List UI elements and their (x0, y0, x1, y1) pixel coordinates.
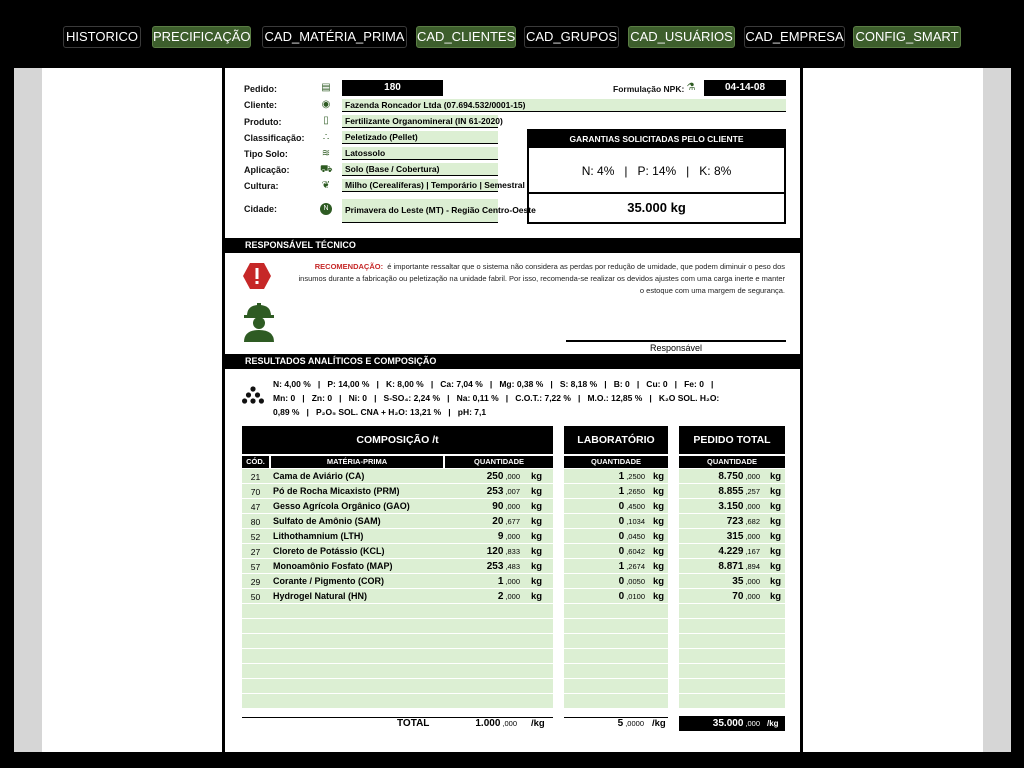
cultura-label: Cultura: (244, 181, 279, 191)
row-quantidade-unit: kg (531, 471, 543, 482)
row-quantidade (445, 546, 520, 557)
row-laboratorio-unit: kg (653, 576, 665, 587)
row-quantidade-unit: kg (531, 576, 543, 587)
row-laboratorio-int: 0 (618, 531, 625, 542)
row-quantidade-dec: ,833 (505, 547, 520, 556)
row-quantidade-dec: ,007 (505, 487, 520, 496)
formulacao-label: Formulação NPK: (613, 84, 685, 94)
row-quantidade-unit: kg (531, 516, 543, 527)
row-laboratorio (565, 531, 645, 542)
nav-cad-empresa[interactable]: CAD_EMPRESA (744, 26, 845, 48)
row-pedido (679, 516, 760, 527)
row-laboratorio-int: 0 (618, 516, 625, 527)
garantias-box (527, 129, 786, 224)
row-quantidade-int: 253 (486, 486, 504, 497)
row-laboratorio (565, 591, 645, 602)
row-materia-prima: Gesso Agrícola Orgânico (GAO) (273, 501, 410, 511)
row-materia-prima: Sulfato de Amônio (SAM) (273, 516, 381, 526)
aplicacao-label: Aplicação: (244, 165, 290, 175)
row-pedido-int: 723 (726, 516, 744, 527)
row-materia-prima: Hydrogel Natural (HN) (273, 591, 368, 601)
row-materia-prima: Lithothamnium (LTH) (273, 531, 364, 541)
row-quantidade (445, 591, 520, 602)
pedido-row (679, 679, 785, 694)
total-laboratorio-dec: ,0000 (625, 719, 644, 728)
signature-line (566, 340, 786, 342)
row-quantidade (445, 471, 520, 482)
row-laboratorio (565, 471, 645, 482)
row-pedido-int: 4.229 (718, 546, 744, 557)
total-composicao-int: 1.000 (475, 718, 501, 729)
row-cod: 50 (250, 592, 261, 602)
row-laboratorio-dec: ,2500 (626, 472, 645, 481)
classificacao-label: Classificação: (244, 133, 305, 143)
row-quantidade-unit: kg (531, 531, 543, 542)
row-laboratorio-int: 1 (618, 471, 625, 482)
row-pedido-dec: ,000 (745, 577, 760, 586)
nav-cad-materia-prima[interactable]: CAD_MATÉRIA_PRIMA (262, 26, 407, 48)
total-composicao-unit: /kg (531, 718, 545, 729)
produto-label: Produto: (244, 117, 282, 127)
row-pedido-unit: kg (770, 561, 782, 572)
technician-icon (241, 302, 277, 342)
row-laboratorio-int: 0 (618, 576, 625, 587)
row-cod: 57 (250, 562, 261, 572)
row-quantidade-int: 90 (492, 501, 504, 512)
row-pedido-unit: kg (770, 516, 782, 527)
row-pedido-unit: kg (770, 576, 782, 587)
col-mp-header: MATÉRIA-PRIMA (271, 456, 443, 468)
row-laboratorio-dec: ,4500 (626, 502, 645, 511)
cliente-label: Cliente: (244, 100, 278, 110)
row-quantidade (445, 576, 520, 587)
row-pedido-int: 315 (726, 531, 744, 542)
row-laboratorio (565, 561, 645, 572)
row-laboratorio (565, 516, 645, 527)
pedido-label: Pedido: (244, 84, 277, 94)
row-laboratorio-dec: ,0450 (626, 532, 645, 541)
row-laboratorio-unit: kg (653, 486, 665, 497)
row-pedido-dec: ,894 (745, 562, 760, 571)
laboratorio-row (564, 619, 668, 634)
row-laboratorio-dec: ,2650 (626, 487, 645, 496)
row-quantidade (445, 501, 520, 512)
file-icon: ▯ (323, 115, 329, 126)
total-label: TOTAL (397, 718, 430, 729)
pedido-value[interactable]: 180 (342, 80, 443, 96)
composicao-row (242, 694, 553, 709)
col-cod-header: CÓD. (242, 456, 269, 468)
row-laboratorio-unit: kg (653, 531, 665, 542)
responsavel-bar: RESPONSÁVEL TÉCNICO (225, 238, 800, 253)
row-quantidade-int: 2 (497, 591, 504, 602)
nav-config-smart[interactable]: CONFIG_SMART (853, 26, 961, 48)
row-laboratorio-int: 0 (618, 501, 625, 512)
row-laboratorio-dec: ,0100 (626, 592, 645, 601)
row-cod: 80 (250, 517, 261, 527)
col-qtd-header: QUANTIDADE (445, 456, 553, 468)
row-materia-prima: Monoamônio Fosfato (MAP) (273, 561, 393, 571)
row-pedido (679, 561, 760, 572)
laboratorio-row (564, 694, 668, 709)
classificacao-field[interactable]: Peletizado (Pellet) (342, 131, 498, 144)
row-laboratorio-dec: ,1034 (626, 517, 645, 526)
row-pedido-unit: kg (770, 591, 782, 602)
laboratorio-row (564, 664, 668, 679)
total-pedido-int: 35.000 (712, 718, 744, 729)
row-quantidade-dec: ,000 (505, 472, 520, 481)
garantias-title: GARANTIAS SOLICITADAS PELO CLIENTE (529, 131, 784, 148)
row-cod: 70 (250, 487, 261, 497)
row-laboratorio-unit: kg (653, 516, 665, 527)
row-pedido-dec: ,000 (745, 472, 760, 481)
row-materia-prima: Corante / Pigmento (COR) (273, 576, 385, 586)
composicao-header: COMPOSIÇÃO /t (242, 426, 553, 454)
nav-precificacao[interactable]: PRECIFICAÇÃO (152, 26, 251, 48)
aplicacao-field[interactable]: Solo (Base / Cobertura) (342, 163, 498, 176)
produto-field[interactable]: Fertilizante Organomineral (IN 61-2020) (342, 115, 498, 128)
leaf-icon: ❦ (321, 180, 331, 191)
signature-label: Responsável (649, 343, 703, 353)
laboratorio-row (564, 604, 668, 619)
tipo-solo-field[interactable]: Latossolo (342, 147, 498, 160)
pedido-row (679, 604, 785, 619)
row-quantidade-dec: ,000 (505, 502, 520, 511)
total-pedido-unit: /kg (767, 719, 779, 728)
nav-cad-grupos[interactable]: CAD_GRUPOS (524, 26, 619, 48)
row-quantidade-int: 250 (486, 471, 504, 482)
right-margin (803, 68, 983, 752)
pedido-total-header: PEDIDO TOTAL (679, 426, 785, 454)
row-pedido-unit: kg (770, 471, 782, 482)
row-pedido-dec: ,167 (745, 547, 760, 556)
row-pedido-unit: kg (770, 501, 782, 512)
row-materia-prima: Pó de Rocha Micaxisto (PRM) (273, 486, 400, 496)
laboratorio-header: LABORATÓRIO (564, 426, 668, 454)
total-pedido (680, 718, 760, 729)
row-pedido (679, 546, 760, 557)
composicao-row (242, 664, 553, 679)
row-quantidade-unit: kg (531, 546, 543, 557)
total-composicao-dec: ,000 (502, 719, 517, 728)
row-pedido-dec: ,000 (745, 592, 760, 601)
order-sheet (222, 68, 803, 752)
row-laboratorio-int: 0 (618, 546, 625, 557)
results-line-1: N: 4,00 % | P: 14,00 % | K: 8,00 % | Ca: 7,04 % | Mg: 0,38 % | S: 8,18 % | B: 0 | Cu: 0 | Fe: 0 | (273, 379, 714, 389)
row-laboratorio-dec: ,2674 (626, 562, 645, 571)
pedido-row (679, 619, 785, 634)
row-quantidade-int: 120 (486, 546, 504, 557)
garantias-quantity: 35.000 kg (627, 200, 686, 215)
nutrients-icon (242, 386, 264, 404)
top-navigation (0, 0, 1024, 68)
row-pedido (679, 576, 760, 587)
row-laboratorio (565, 486, 645, 497)
row-quantidade-unit: kg (531, 561, 543, 572)
row-pedido (679, 591, 760, 602)
row-quantidade-unit: kg (531, 591, 543, 602)
row-cod: 29 (250, 577, 261, 587)
row-laboratorio (565, 576, 645, 587)
composicao-row (242, 649, 553, 664)
cliente-field[interactable]: Fazenda Roncador Ltda (07.694.532/0001-15) (342, 99, 786, 112)
row-pedido-int: 35 (732, 576, 744, 587)
results-line-2: Mn: 0 | Zn: 0 | Ni: 0 | S-SO₄: 2,24 % | Na: 0,11 % | C.O.T.: 7,22 % | M.O.: 12,85 % | K₂O SOL. H₂O: (273, 393, 720, 403)
composicao-row (242, 634, 553, 649)
row-pedido-dec: ,257 (745, 487, 760, 496)
row-pedido-int: 70 (732, 591, 744, 602)
row-laboratorio (565, 501, 645, 512)
row-quantidade (445, 531, 520, 542)
formulacao-value[interactable]: 04-14-08 (704, 80, 786, 96)
col-lab-qtd-header: QUANTIDADE (564, 456, 668, 468)
composicao-row (242, 679, 553, 694)
row-quantidade (445, 516, 520, 527)
nav-historico[interactable]: HISTORICO (63, 26, 141, 48)
user-icon: ◉ (321, 99, 331, 110)
row-quantidade-int: 20 (492, 516, 504, 527)
row-quantidade (445, 486, 520, 497)
row-pedido-int: 8.871 (718, 561, 744, 572)
location-icon: N (320, 203, 332, 215)
row-quantidade-dec: ,677 (505, 517, 520, 526)
laboratorio-row (564, 634, 668, 649)
row-quantidade-unit: kg (531, 486, 543, 497)
row-quantidade-dec: ,483 (505, 562, 520, 571)
flask-icon: ⚗ (686, 82, 696, 93)
resultados-bar: RESULTADOS ANALÍTICOS E COMPOSIÇÃO (225, 354, 800, 369)
row-pedido-unit: kg (770, 546, 782, 557)
composicao-row (242, 619, 553, 634)
row-quantidade-dec: ,000 (505, 532, 520, 541)
row-quantidade-dec: ,000 (505, 577, 520, 586)
row-pedido-dec: ,000 (745, 502, 760, 511)
row-quantidade (445, 561, 520, 572)
composicao-row (242, 604, 553, 619)
row-laboratorio-unit: kg (653, 561, 665, 572)
pedido-row (679, 649, 785, 664)
recommendation-label: RECOMENDAÇÃO: (314, 262, 384, 271)
row-laboratorio-int: 1 (618, 561, 625, 572)
row-laboratorio (565, 546, 645, 557)
recommendation-body: é importante ressaltar que o sistema não considera as perdas por redução de umidade, que podem diminuir o peso dos insumos durante a fabricação ou peletização na unidade fabril. Por isso, recomenda-se realizar os devidos ajustes com uma carga inerte e manter o estoque com uma margem de segurança. (298, 262, 785, 295)
row-pedido-int: 8.855 (718, 486, 744, 497)
row-pedido-unit: kg (770, 486, 782, 497)
laboratorio-row (564, 649, 668, 664)
recommendation-text (293, 261, 785, 297)
pellets-icon: ∴ (322, 132, 330, 143)
row-quantidade-unit: kg (531, 501, 543, 512)
row-laboratorio-int: 1 (618, 486, 625, 497)
row-laboratorio-unit: kg (653, 471, 665, 482)
nav-cad-usuarios[interactable]: CAD_USUÁRIOS (628, 26, 735, 48)
row-materia-prima: Cama de Aviário (CA) (273, 471, 365, 481)
row-cod: 52 (250, 532, 261, 542)
row-laboratorio-dec: ,0050 (626, 577, 645, 586)
nav-cad-clientes[interactable]: CAD_CLIENTES (416, 26, 516, 48)
col-ped-qtd-header: QUANTIDADE (679, 456, 785, 468)
row-laboratorio-int: 0 (618, 591, 625, 602)
cultura-field[interactable]: Milho (Cerealíferas) | Temporário | Semestral (342, 179, 498, 192)
document-icon: ▤ (321, 82, 331, 93)
row-quantidade-int: 253 (486, 561, 504, 572)
analytical-results (273, 377, 788, 419)
total-laboratorio (580, 718, 644, 729)
pedido-row (679, 694, 785, 709)
total-composicao (457, 718, 517, 729)
row-laboratorio-unit: kg (653, 501, 665, 512)
row-laboratorio-unit: kg (653, 546, 665, 557)
row-pedido-int: 3.150 (718, 501, 744, 512)
row-pedido (679, 501, 760, 512)
results-line-3: 0,89 % | P₂O₅ SOL. CNA + H₂O: 13,21 % | pH: 7,1 (273, 407, 487, 417)
left-margin (42, 68, 222, 752)
row-pedido-dec: ,000 (745, 532, 760, 541)
tipo-solo-label: Tipo Solo: (244, 149, 288, 159)
row-pedido-int: 8.750 (718, 471, 744, 482)
cidade-field[interactable]: Primavera do Leste (MT) - Região Centro-Oeste (342, 199, 498, 223)
row-materia-prima: Cloreto de Potássio (KCL) (273, 546, 385, 556)
soil-icon: ≋ (321, 148, 331, 159)
total-laboratorio-unit: /kg (652, 718, 666, 729)
row-cod: 27 (250, 547, 261, 557)
row-pedido (679, 486, 760, 497)
pedido-row (679, 664, 785, 679)
row-quantidade-int: 9 (497, 531, 504, 542)
laboratorio-row (564, 679, 668, 694)
row-pedido-dec: ,682 (745, 517, 760, 526)
row-cod: 47 (250, 502, 261, 512)
garantias-npk: N: 4% | P: 14% | K: 8% (529, 148, 784, 194)
tractor-icon: ⛟ (320, 164, 333, 175)
pedido-row (679, 634, 785, 649)
row-laboratorio-unit: kg (653, 591, 665, 602)
row-quantidade-int: 1 (497, 576, 504, 587)
row-pedido (679, 531, 760, 542)
warning-icon (242, 262, 272, 290)
row-quantidade-dec: ,000 (505, 592, 520, 601)
row-pedido (679, 471, 760, 482)
row-laboratorio-dec: ,6042 (626, 547, 645, 556)
total-pedido-dec: ,000 (745, 719, 760, 728)
row-pedido-unit: kg (770, 531, 782, 542)
row-cod: 21 (250, 472, 261, 482)
total-laboratorio-int: 5 (617, 718, 624, 729)
cidade-label: Cidade: (244, 204, 278, 214)
